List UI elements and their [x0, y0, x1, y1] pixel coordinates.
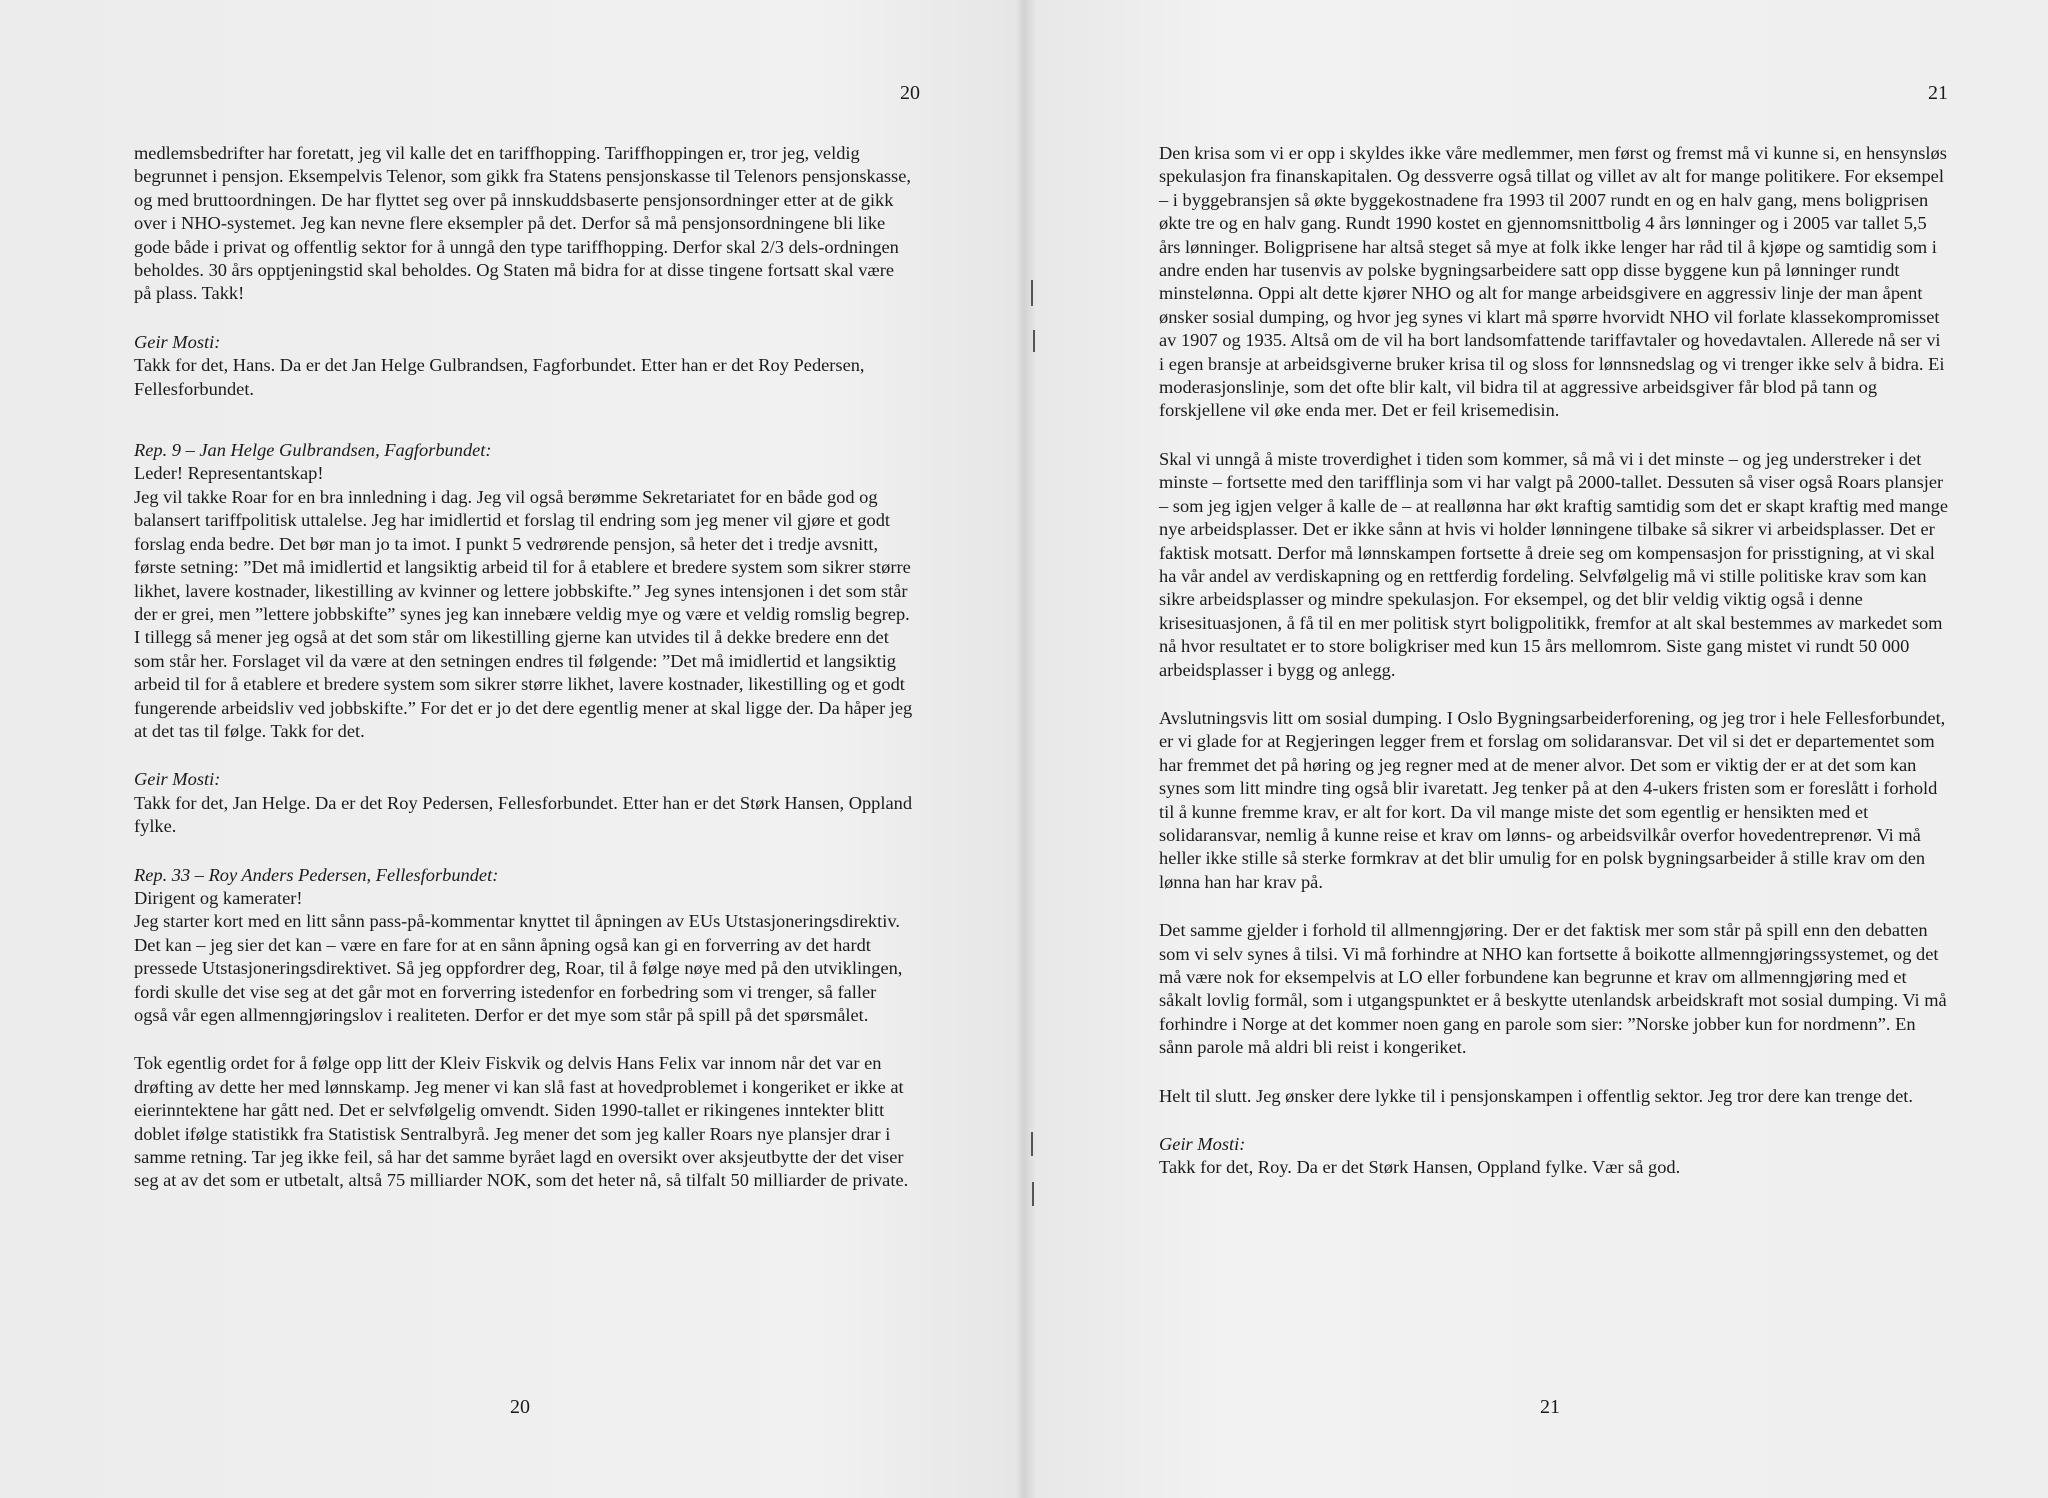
paragraph-text: medlemsbedrifter har foretatt, jeg vil kalle det en tariffhopping. Tariffhoppingen er, tror jeg, veldig begrunnet i pensjon. Eksempelvis Telenor, som gikk fra Statens pensjonskasse til Telenors pensjonskasse, og med bruttoordningen. De har flyttet seg over på innskuddsbaserte pensjonsordninger etter at de gikk over i NHO-systemet. Jeg kan nevne flere eksempler på det. Derfor så må pensjonsordningene bli like gode både i privat og offentlig sektor for å unngå den type tariffhopping. Derfor skal 2/3 dels-ordningen beholdes. 30 års opptjeningstid skal beholdes. Og Staten må bidra for at disse tingene fortsatt skal være på plass. Takk!: [134, 143, 911, 304]
paragraph: [134, 142, 914, 306]
page-number-top: 21: [1928, 82, 1948, 104]
paragraph-text: Takk for det, Hans. Da er det Jan Helge Gulbrandsen, Fagforbundet. Etter han er det Roy Pedersen, Fellesforbundet.: [134, 355, 865, 399]
paragraph-text: Leder! Representantskap! Jeg vil takke Roar for en bra innledning i dag. Jeg vil også berømme Sekretariatet for en både god og balansert tariffpolitisk uttalelse. Jeg har imidlertid et forslag til endring som jeg mener vil gjøre et godt forslag enda bedre. Det bør man jo ta imot. I punkt 5 vedrørende pensjon, så heter det i tredje avsnitt, første setning: ”Det må imidlertid et langsiktig arbeid til for å etablere et bredere system som sikrer større likhet, lavere kostnader, likestilling av kvinner og lettere jobbskifte.” Jeg synes intensjonen i det som står der er grei, men ”lettere jobbskifte” synes jeg kan innebære veldig mye og være et veldig romslig begrep. I tillegg så mener jeg også at det som står om likestilling gjerne kan utvides til å dekke bredere enn det som står her. Forslaget vil da være at den setningen endres til følgende: ”Det må imidlertid et langsiktig arbeid til for å etablere et bredere system som sikrer større likhet, lavere kostnader, likestilling og et godt fungerende arbeidsliv ved jobbskifte.” For det er jo det dere egentlig mener at skal ligge der. Da håper jeg at det tas til følge. Takk for det.: [134, 463, 913, 741]
paragraph-text: Den krisa som vi er opp i skyldes ikke våre medlemmer, men først og fremst må vi kunne si, en hensynsløs spekulasjon fra finanskapitalen. Og dessverre også tillat og villet av alt for mange politikere. For eksempel – i byggebransjen så økte byggekostnadene fra 1993 til 2007 rundt en og en halv gang, mens boligprisen økte tre og en halv gang. Rundt 1990 kostet en gjennomsnittbolig 4 års lønninger og i 2005 var tallet 5,5 års lønninger. Boligprisene har altså steget så mye at folk ikke lenger har råd til å kjøpe og samtidig som i andre enden har tusenvis av polske bygningsarbeidere satt opp disse byggene kun på lønninger rundt minstelønna. Oppi alt dette kjører NHO og alt for mange arbeidsgivere en aggressiv linje der man åpent ønsker sosial dumping, og hvor jeg synes vi klart må spørre hvorvidt NHO vil forlate klassekompromisset av 1907 og 1935. Altså om de vil ha bort landsomfattende tariffavtaler og hovedavtalen. Allerede nå ser vi i egen bransje at arbeidsgiverne bruker krisa til og sloss for lønnsnedslag og vi trenger ikke selv å bidra. Ei moderasjonslinje, som det ofte blir kalt, vil bidra til at aggressive arbeidsgiver får blod på tann og forskjellene vil øke enda mer. Det er feil krisemedisin.: [1159, 143, 1947, 421]
paragraph-text: Avslutningsvis litt om sosial dumping. I Oslo Bygningsarbeiderforening, og jeg tror i hele Fellesforbundet, er vi glade for at Regjeringen legger frem et forslag om solidaransvar. Det vil si det er departementet som har fremmet det på høring og jeg regner med at de mener alvor. Det som er viktig der er at det som kan synes som litt mindre ting også blir ivaretatt. Jeg tenker på at den 4-ukers fristen som er foreslått i forhold til å kunne fremme krav, er alt for kort. Da vil mange miste det som egentlig er hensikten med et solidaransvar, nemlig å kunne reise et krav om lønns- og arbeidsvilkår overfor hovedentreprenør. Vi må heller ikke stille så sterke formkrav at det blir umulig for en polsk bygningsarbeider å stille krav om den lønna han har krav på.: [1159, 707, 1946, 892]
paragraph: [134, 1052, 914, 1192]
paragraph-text: Helt til slutt. Jeg ønsker dere lykke til i pensjonskampen i offentlig sektor. Jeg tror dere kan trenge det.: [1159, 1085, 1914, 1106]
paragraph: [1159, 448, 1949, 682]
paragraph-text: Det samme gjelder i forhold til allmenngjøring. Der er det faktisk mer som står på spill enn den debatten som vi selv synes å tilsi. Vi må forhindre at NHO kan fortsette å boikotte allmenngjøringssystemet, og det må være nok for eksempelvis at LO eller forbundene kan begrunne et krav om allmenngjøring med et såkalt lovlig formål, som i utgangspunktet er å beskytte utenlandsk arbeidskraft mot sosial dumping. Vi må forhindre i Norge at det kommer noen gang en parole som sier: ”Norske jobber kun for nordmenn”. En sånn parole må aldri bli reist i kongeriket.: [1159, 920, 1947, 1058]
page-text: [1159, 142, 1949, 1205]
paragraph-text: Tok egentlig ordet for å følge opp litt der Kleiv Fiskvik og delvis Hans Felix var innom når det var en drøfting av dette her med lønnskamp. Jeg mener vi kan slå fast at hovedproblemet i kongeriket er ikke at eierinntektene har gått ned. Det er selvfølgelig omvendt. Siden 1990-tallet er rikingenes inntekter blitt doblet ifølge statistikk fra Statistisk Sentralbyrå. Jeg mener det som jeg kaller Roars nye plansjer drar i samme retning. Tar jeg ikke feil, så har det samme byrået lagd en oversikt over aksjeutbytte der det viser seg at av det som er utbetalt, altså 75 milliarder NOK, som det heter nå, så tilfalt 50 milliarder de private.: [134, 1053, 909, 1191]
paragraph: [134, 439, 914, 743]
paragraph-text: Skal vi unngå å miste troverdighet i tiden som kommer, så må vi i det minste – og jeg understreker i det minste – fortsette med den tarifflinja som vi har valgt på 2000-tallet. Dessuten så viser også Roars plansjer – som jeg igjen velger å kalle de – at reallønna har økt kraftig samtidig som det er skapt kraftig med mange nye arbeidsplasser. Det er ikke sånn at hvis vi holder lønningene tilbake så sikrer vi arbeidsplasser. Det er faktisk motsatt. Derfor må lønnskampen fortsette å dreie seg om kompensasjon for prisstigning, at vi skal ha vår andel av verdiskapning og en rettferdig fordeling. Selvfølgelig må vi stille politiske krav som kan sikre arbeidsplasser og mindre spekulasjon. For eksempel, og det blir veldig viktig også i denne krisesituasjonen, å få til en mer politisk styrt boligpolitikk, fremfor at alt skal bestemmes av markedet som nå hvor resultatet er to store boligkriser med kun 15 års mellomrom. Siste gang mistet vi rundt 50 000 arbeidsplasser i bygg og anlegg.: [1159, 448, 1949, 680]
page-number-bottom: 20: [510, 1396, 530, 1418]
paragraph: [134, 331, 914, 401]
right-page: [1024, 0, 2048, 1498]
paragraph: [134, 864, 914, 1028]
speaker-label: Geir Mosti:: [134, 331, 221, 352]
paragraph: [1159, 142, 1949, 423]
paragraph-text: Takk for det, Jan Helge. Da er det Roy Pedersen, Fellesforbundet. Etter han er det Størk Hansen, Oppland fylke.: [134, 792, 913, 837]
page-number-top: 20: [900, 82, 920, 104]
paragraph: [1159, 1133, 1949, 1180]
speaker-label: Rep. 33 – Roy Anders Pedersen, Fellesforbundet:: [134, 864, 499, 885]
paragraph-text: Dirigent og kamerater! Jeg starter kort med en litt sånn pass-på-kommentar knyttet til åpningen av EUs Utstasjoneringsdirektiv. Det kan – jeg sier det kan – være en fare for at en sånn åpning også kan gi en forverring av det hardt pressede Utstasjoneringsdirektivet. Så jeg oppfordrer deg, Roar, til å følge nøye med på den utviklingen, fordi skulle det vise seg at det går mot en forverring istedenfor en forbedring som vi trenger, så faller også vår egen allmenngjøringslov i realiteten. Derfor er det mye som står på spill på det spørsmålet.: [134, 887, 903, 1025]
speaker-label: Geir Mosti:: [1159, 1134, 1246, 1155]
paragraph: [1159, 707, 1949, 894]
page-number-bottom: 21: [1540, 1396, 1560, 1418]
page-text: [134, 142, 914, 1218]
speaker-label: Geir Mosti:: [134, 769, 221, 790]
paragraph: [1159, 1085, 1949, 1108]
speaker-label: Rep. 9 – Jan Helge Gulbrandsen, Fagforbundet:: [134, 440, 492, 461]
paragraph-text: Takk for det, Roy. Da er det Størk Hansen, Oppland fylke. Vær så god.: [1159, 1157, 1681, 1178]
paragraph: [1159, 919, 1949, 1059]
paragraph: [134, 768, 914, 838]
